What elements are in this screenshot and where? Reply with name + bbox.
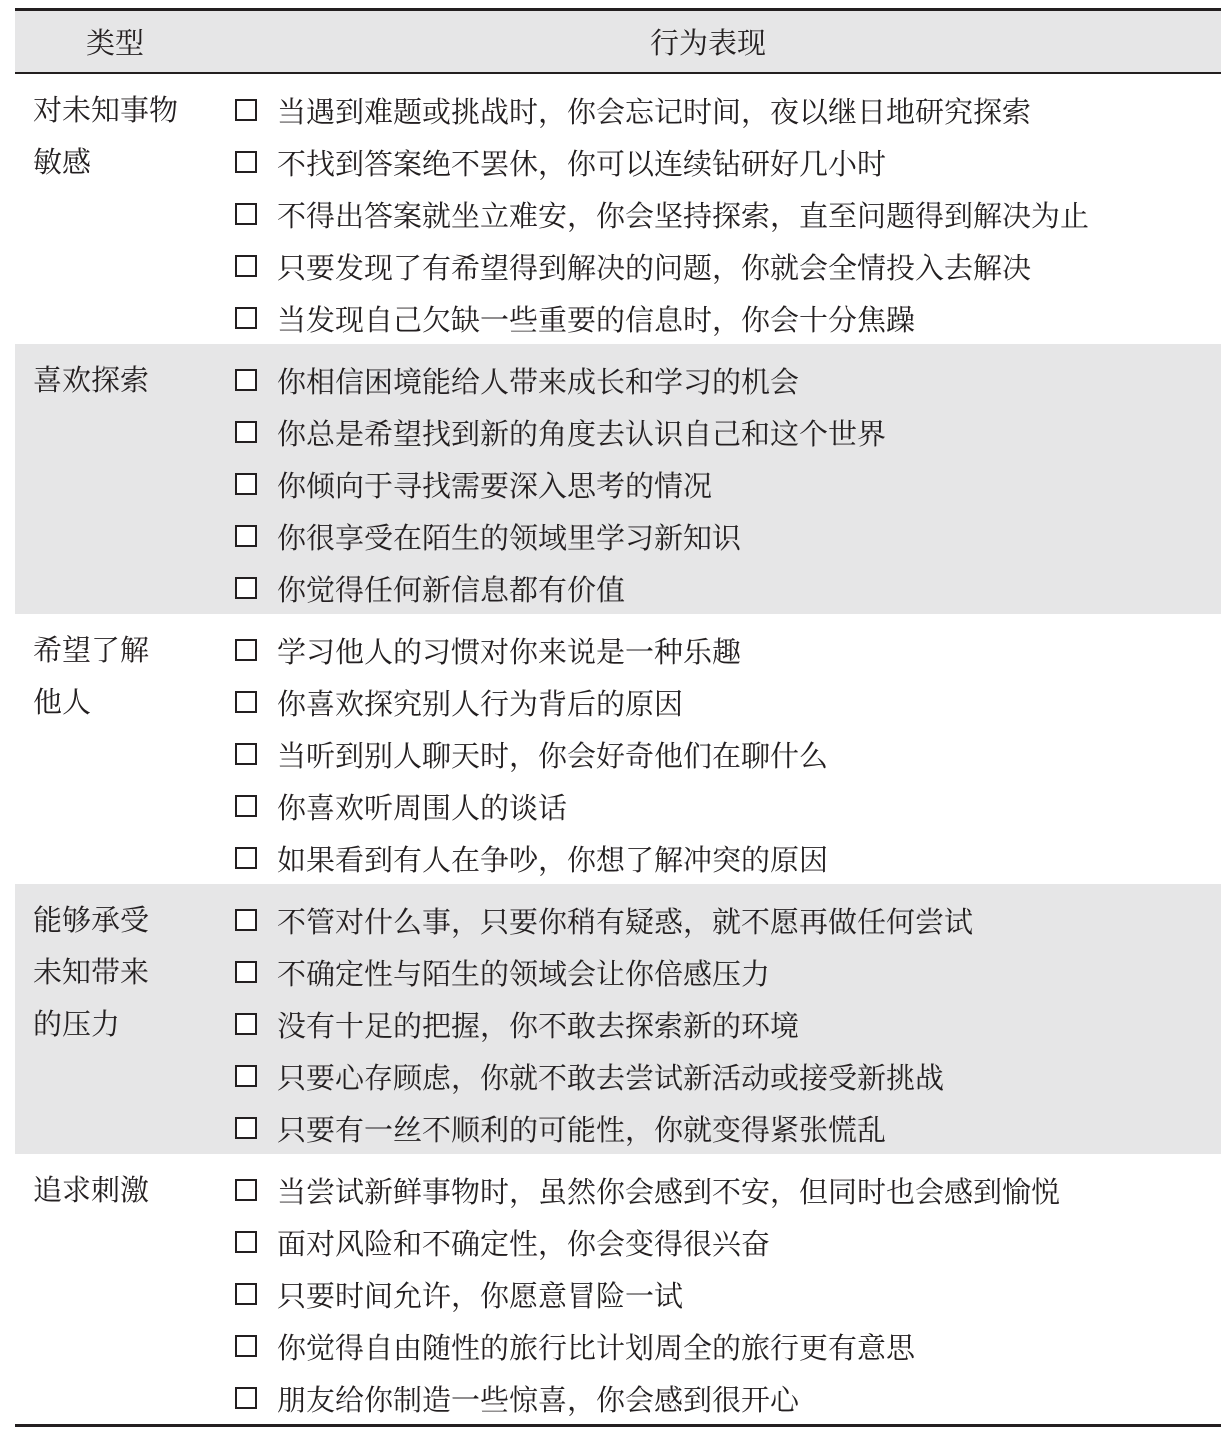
behavior-cell <box>215 894 1221 1154</box>
checkbox[interactable] <box>235 1387 257 1409</box>
checkbox[interactable] <box>235 639 257 661</box>
behavior-text: 当发现自己欠缺一些重要的信息时，你会十分焦躁 <box>277 302 916 337</box>
behavior-text: 不确定性与陌生的领域会让你倍感压力 <box>277 956 771 991</box>
behavior-item <box>235 84 1221 136</box>
checkbox[interactable] <box>235 307 257 329</box>
checkbox[interactable] <box>235 151 257 173</box>
type-cell <box>15 624 215 884</box>
behavior-item <box>235 240 1221 292</box>
checkbox[interactable] <box>235 1117 257 1139</box>
behavior-cell <box>215 84 1221 344</box>
behavior-item <box>235 1164 1221 1216</box>
behavior-text: 当听到别人聊天时，你会好奇他们在聊什么 <box>277 738 829 773</box>
checkbox[interactable] <box>235 1013 257 1035</box>
type-label-line: 对未知事物 <box>33 93 179 127</box>
behavior-item <box>235 728 1221 780</box>
behavior-text: 只要时间允许，你愿意冒险一试 <box>277 1278 684 1313</box>
behavior-item <box>235 676 1221 728</box>
checkbox[interactable] <box>235 473 257 495</box>
type-label-line: 敏感 <box>33 145 92 179</box>
behavior-item <box>235 136 1221 188</box>
behavior-text: 当尝试新鲜事物时，虽然你会感到不安，但同时也会感到愉悦 <box>277 1174 1061 1209</box>
behavior-item <box>235 458 1221 510</box>
behavior-item <box>235 1320 1221 1372</box>
checkbox[interactable] <box>235 203 257 225</box>
behavior-item <box>235 1216 1221 1268</box>
behavior-item <box>235 562 1221 614</box>
behavior-item <box>235 780 1221 832</box>
behavior-item <box>235 832 1221 884</box>
type-cell <box>15 84 215 344</box>
checkbox[interactable] <box>235 847 257 869</box>
type-label-line: 追求刺激 <box>33 1173 150 1207</box>
behavior-text: 只要有一丝不顺利的可能性，你就变得紧张慌乱 <box>277 1112 887 1147</box>
behavior-item <box>235 292 1221 344</box>
checkbox[interactable] <box>235 909 257 931</box>
checkbox[interactable] <box>235 743 257 765</box>
checkbox[interactable] <box>235 691 257 713</box>
behavior-text: 只要发现了有希望得到解决的问题，你就会全情投入去解决 <box>277 250 1032 285</box>
checkbox[interactable] <box>235 1283 257 1305</box>
header-type: 类型 <box>85 26 144 60</box>
behavior-text: 你喜欢探究别人行为背后的原因 <box>277 686 684 721</box>
behavior-item <box>235 1102 1221 1154</box>
behavior-text: 你喜欢听周围人的谈话 <box>277 790 568 825</box>
type-cell <box>15 1164 215 1424</box>
behavior-item <box>235 188 1221 240</box>
behavior-text: 不管对什么事，只要你稍有疑惑，就不愿再做任何尝试 <box>277 904 974 939</box>
behavior-item <box>235 998 1221 1050</box>
table-row <box>15 1154 1221 1424</box>
header-behavior: 行为表现 <box>649 26 766 60</box>
type-label-line: 他人 <box>33 685 92 719</box>
checkbox[interactable] <box>235 1335 257 1357</box>
behavior-text: 你相信困境能给人带来成长和学习的机会 <box>277 364 800 399</box>
checkbox[interactable] <box>235 255 257 277</box>
behavior-item <box>235 510 1221 562</box>
checkbox[interactable] <box>235 961 257 983</box>
type-label-line: 的压力 <box>33 1007 121 1041</box>
checkbox[interactable] <box>235 1231 257 1253</box>
behavior-text: 你倾向于寻找需要深入思考的情况 <box>277 468 713 503</box>
behavior-item <box>235 946 1221 998</box>
curiosity-table <box>15 8 1221 1427</box>
type-label-line: 未知带来 <box>33 955 150 989</box>
table-row <box>15 74 1221 344</box>
checkbox[interactable] <box>235 1065 257 1087</box>
table-header <box>15 11 1221 74</box>
behavior-cell <box>215 1164 1221 1424</box>
type-cell <box>15 894 215 1154</box>
checkbox[interactable] <box>235 795 257 817</box>
behavior-text: 当遇到难题或挑战时，你会忘记时间，夜以继日地研究探索 <box>277 94 1032 129</box>
checkbox[interactable] <box>235 525 257 547</box>
table-body <box>15 74 1221 1424</box>
behavior-item <box>235 1268 1221 1320</box>
behavior-item <box>235 354 1221 406</box>
table-row <box>15 884 1221 1154</box>
behavior-item <box>235 894 1221 946</box>
behavior-cell <box>215 624 1221 884</box>
behavior-text: 学习他人的习惯对你来说是一种乐趣 <box>277 634 742 669</box>
type-label-line: 喜欢探索 <box>33 363 150 397</box>
behavior-text: 没有十足的把握，你不敢去探索新的环境 <box>277 1008 800 1043</box>
behavior-text: 你觉得任何新信息都有价值 <box>277 572 626 607</box>
behavior-text: 如果看到有人在争吵，你想了解冲突的原因 <box>277 842 829 877</box>
behavior-text: 不找到答案绝不罢休，你可以连续钻研好几小时 <box>277 146 887 181</box>
checkbox[interactable] <box>235 421 257 443</box>
type-cell <box>15 354 215 614</box>
behavior-text: 面对风险和不确定性，你会变得很兴奋 <box>277 1226 771 1261</box>
behavior-text: 你总是希望找到新的角度去认识自己和这个世界 <box>277 416 887 451</box>
behavior-item <box>235 406 1221 458</box>
behavior-text: 朋友给你制造一些惊喜，你会感到很开心 <box>277 1382 800 1417</box>
behavior-cell <box>215 354 1221 614</box>
checkbox[interactable] <box>235 1179 257 1201</box>
checkbox[interactable] <box>235 577 257 599</box>
behavior-text: 不得出答案就坐立难安，你会坚持探索，直至问题得到解决为止 <box>277 198 1090 233</box>
table-row <box>15 614 1221 884</box>
behavior-item <box>235 1050 1221 1102</box>
behavior-text: 你觉得自由随性的旅行比计划周全的旅行更有意思 <box>277 1330 916 1365</box>
behavior-text: 你很享受在陌生的领域里学习新知识 <box>277 520 742 555</box>
type-label-line: 希望了解 <box>33 633 150 667</box>
table-row <box>15 344 1221 614</box>
behavior-item <box>235 624 1221 676</box>
behavior-item <box>235 1372 1221 1424</box>
checkbox[interactable] <box>235 369 257 391</box>
behavior-text: 只要心存顾虑，你就不敢去尝试新活动或接受新挑战 <box>277 1060 945 1095</box>
checkbox[interactable] <box>235 99 257 121</box>
type-label-line: 能够承受 <box>33 903 150 937</box>
